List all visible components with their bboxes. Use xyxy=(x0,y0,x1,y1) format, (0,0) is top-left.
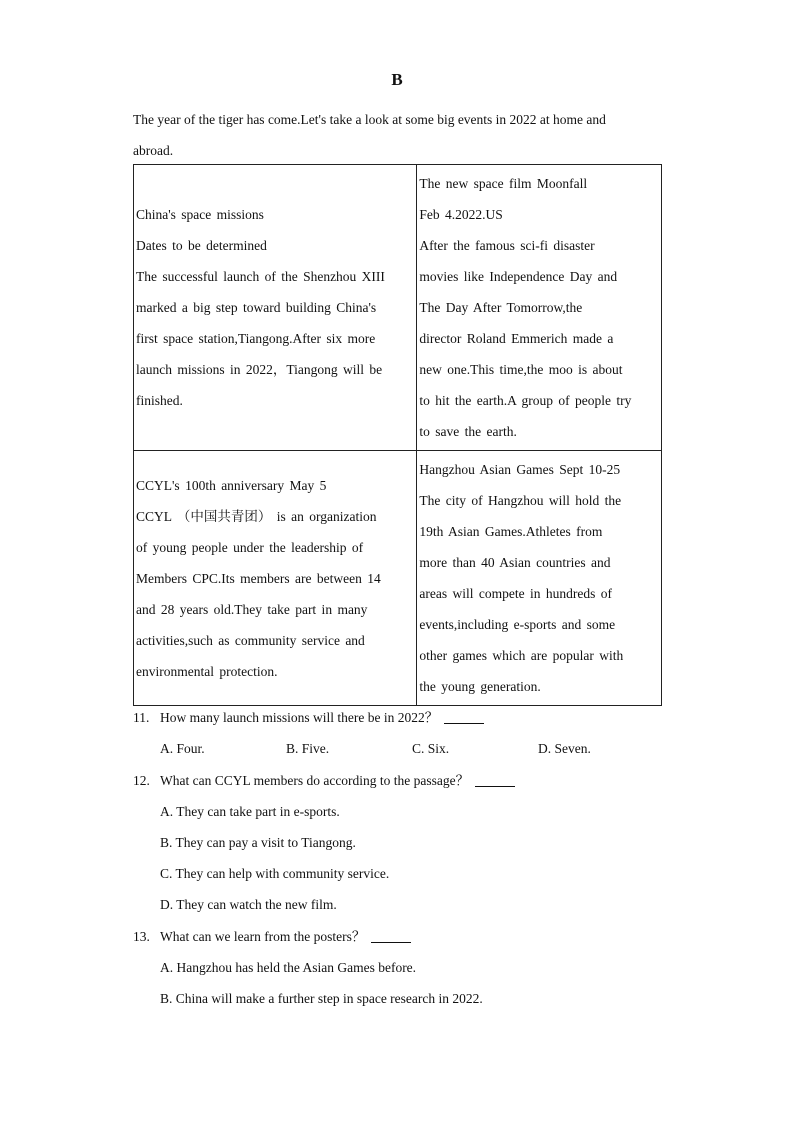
intro-line: The year of the tiger has come.Let's take a look at some big events in 2022 at home and xyxy=(133,112,606,127)
poster-asian-games xyxy=(417,451,662,706)
answer-blank[interactable] xyxy=(371,928,411,943)
question-12 xyxy=(133,765,693,920)
question-number: 12. xyxy=(133,773,150,788)
question-stem xyxy=(133,702,693,733)
answer-blank[interactable] xyxy=(475,772,515,787)
poster-ccyl-anniversary xyxy=(134,451,417,706)
option-c[interactable]: C. They can help with community service. xyxy=(160,866,390,881)
options-row xyxy=(133,733,693,764)
question-text: What can we learn from the posters？ xyxy=(160,929,366,944)
question-text: How many launch missions will there be in 2022？ xyxy=(160,710,439,725)
cell-line: CCYL's 100th anniversary May 5 xyxy=(136,477,327,493)
option-c[interactable]: C. Six. xyxy=(412,741,450,756)
option-d[interactable]: D. Seven. xyxy=(538,741,591,756)
cell-line: CCYL （中国共青团） is an organization xyxy=(136,508,377,524)
answer-blank[interactable] xyxy=(444,709,484,724)
cell-line: movies like Independence Day and xyxy=(419,269,618,284)
question-13 xyxy=(133,921,693,1014)
cell-line: to save the earth. xyxy=(419,424,517,439)
poster-space-missions xyxy=(134,165,417,451)
cell-line: launch missions in 2022，Tiangong will be xyxy=(136,362,383,377)
cell-line: marked a big step toward building China's xyxy=(136,300,377,315)
option-b[interactable]: B. Five. xyxy=(286,741,330,756)
question-stem xyxy=(133,765,693,796)
cell-line: Members CPC.Its members are between 14 xyxy=(136,570,381,586)
option-a[interactable]: A. Hangzhou has held the Asian Games before. xyxy=(160,960,417,975)
cell-line: China's space missions xyxy=(136,207,264,222)
cell-line: to hit the earth.A group of people try xyxy=(419,393,632,408)
cell-line: Feb 4.2022.US xyxy=(419,207,503,222)
cell-line: The city of Hangzhou will hold the xyxy=(419,493,622,508)
cell-line: new one.This time,the moo is about xyxy=(419,362,623,377)
cell-line: director Roland Emmerich made a xyxy=(419,331,614,346)
cell-line: 19th Asian Games.Athletes from xyxy=(419,524,603,539)
question-stem xyxy=(133,921,693,952)
table-row xyxy=(134,165,662,451)
cell-line: finished. xyxy=(136,393,183,408)
cell-line: of young people under the leadership of xyxy=(136,539,364,555)
intro-line: abroad. xyxy=(133,143,174,158)
option-a[interactable]: A. Four. xyxy=(160,741,205,756)
question-text: What can CCYL members do according to the passage？ xyxy=(160,773,470,788)
cell-line: activities,such as community service and xyxy=(136,632,365,648)
cell-line: Dates to be determined xyxy=(136,238,267,253)
cell-line: and 28 years old.They take part in many xyxy=(136,601,368,617)
cell-line: events,including e-sports and some xyxy=(419,617,616,632)
cell-line: environmental protection. xyxy=(136,663,278,679)
option-b[interactable]: B. They can pay a visit to Tiangong. xyxy=(160,835,356,850)
poster-moonfall-film xyxy=(417,165,662,451)
cell-line: more than 40 Asian countries and xyxy=(419,555,611,570)
posters-table xyxy=(133,164,662,706)
cell-line: other games which are popular with xyxy=(419,648,624,663)
question-11 xyxy=(133,702,693,764)
cell-line: areas will compete in hundreds of xyxy=(419,586,612,601)
cell-line: Hangzhou Asian Games Sept 10-25 xyxy=(419,462,621,477)
cell-line: first space station,Tiangong.After six more xyxy=(136,331,376,346)
cell-line: The new space film Moonfall xyxy=(419,176,588,191)
cell-line: The successful launch of the Shenzhou XIII xyxy=(136,269,385,284)
option-d[interactable]: D. They can watch the new film. xyxy=(160,897,337,912)
cell-line: The Day After Tomorrow,the xyxy=(419,300,583,315)
section-title: B xyxy=(391,70,403,89)
question-number: 13. xyxy=(133,929,150,944)
table-row xyxy=(134,451,662,706)
option-b[interactable]: B. China will make a further step in space research in 2022. xyxy=(160,991,483,1006)
question-number: 11. xyxy=(133,710,150,725)
option-a[interactable]: A. They can take part in e-sports. xyxy=(160,804,340,819)
cell-line: the young generation. xyxy=(419,679,541,694)
intro-paragraph xyxy=(133,104,663,166)
cell-line: After the famous sci-fi disaster xyxy=(419,238,595,253)
